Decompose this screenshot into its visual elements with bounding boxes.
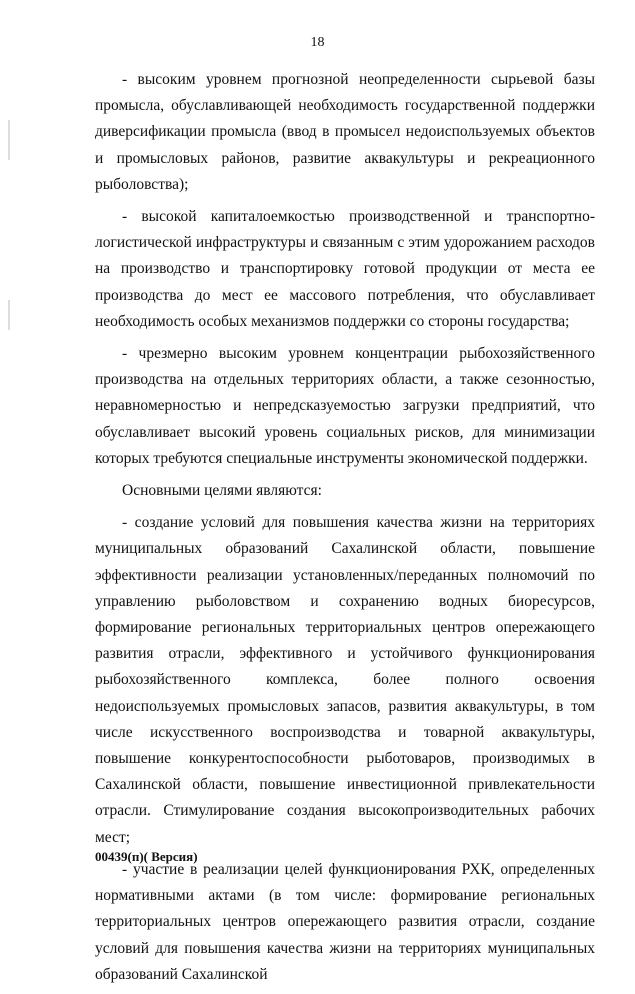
document-code-footer: 00439(п)( Версия) — [95, 849, 198, 864]
scan-margin-mark — [8, 120, 10, 160]
paragraph: - высокой капиталоемкостью производственной и транспортно-логистической инфраструктуры и связанным с этим удорожанием расходов на производство и транспортировку готовой продукции от места ее производства до мест ее массового потребления, что обуславливает необходимость особых механизмов поддержки со стороны государства; — [95, 208, 595, 330]
scan-margin-mark — [8, 300, 10, 330]
paragraph: - чрезмерно высоким уровнем концентрации рыбохозяйственного производства на отдельных территориях области, а также сезонностью, неравномерностью и непредсказуемостью загрузки предприятий, что обуславливает высокий уровень социальных рисков, для минимизации которых требуются специальные инструменты экономической поддержки. — [95, 345, 595, 467]
paragraph: - создание условий для повышения качества жизни на территориях муниципальных образований Сахалинской области, повышение эффективности реализации установленных/переданных полномочий по управлению рыболовством и сохранению водных биоресурсов, формирование региональных территориальных центров опережающего развития отрасли, эффективного и устойчивого функционирования рыбохозяйственного комплекса, более полного освоения недоиспользуемых промысловых запасов, развития аквакультуры, в том числе искусственного воспроизводства и товарной аквакультуры, повышение конкурентоспособности рыботоваров, производимых в Сахалинской области, повышение инвестиционной привлекательности отрасли. Стимулирование создания высокопроизводительных рабочих мест; — [95, 514, 595, 846]
paragraph: - высоким уровнем прогнозной неопределенности сырьевой базы промысла, обуславливающей необходимость государственной поддержки диверсификации промысла (ввод в промысел недоиспользуемых объектов и промысловых районов, развитие аквакультуры и рекреационного рыболовства); — [95, 71, 595, 193]
paragraph: Основными целями являются: — [122, 482, 322, 500]
page-number: 18 — [310, 35, 325, 50]
paragraph: - участие в реализации целей функционирования РХК, определенных нормативными актами (в том числе: формирование региональных территориальных центров опережающего развития отрасли, создание условий для повышения качества жизни на территориях муниципальных образований Сахалинской — [95, 860, 595, 983]
